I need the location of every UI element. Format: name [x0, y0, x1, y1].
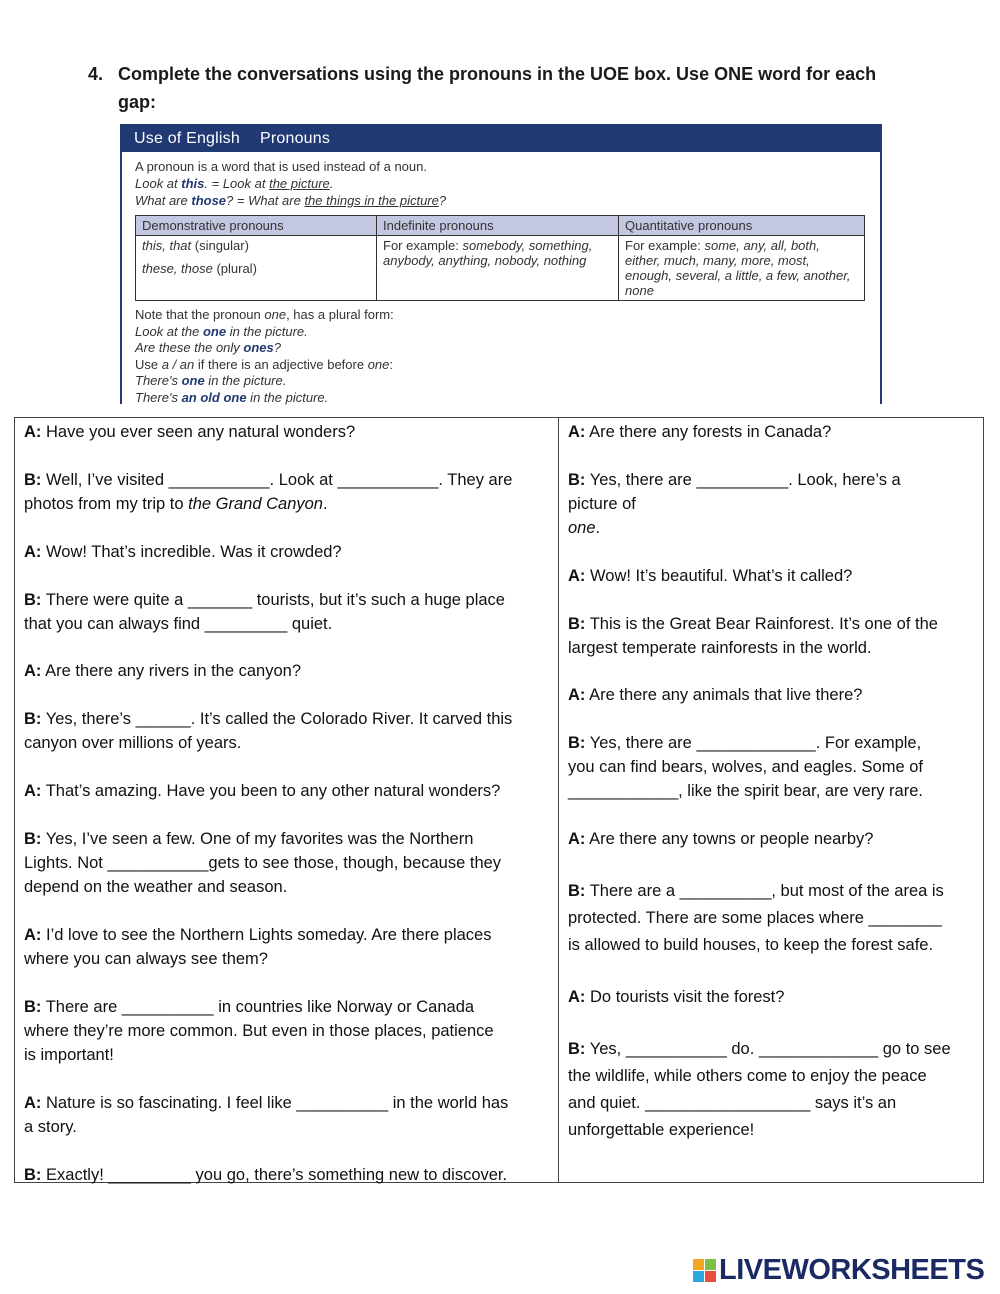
dialog-line: the wildlife, while others come to enjoy the peace	[568, 1067, 927, 1085]
dialog-line: protected. There are some places where ________	[568, 909, 942, 927]
answer-gap[interactable]: ___________	[107, 854, 209, 872]
answer-gap[interactable]: __________	[679, 882, 772, 900]
dialog-line: B: Yes, there’s ______. It’s called the Colorado River. It carved this	[24, 710, 513, 728]
uoe-header	[122, 126, 880, 152]
quantitative-cell: For example: some, any, all, both, either, much, many, more, most, enough, several, a little, a few, another, none	[619, 236, 865, 301]
pronoun-table	[135, 215, 865, 301]
dialog-line: one.	[568, 519, 601, 537]
dialog-line: A: That’s amazing. Have you been to any other natural wonders?	[24, 782, 501, 800]
dialog-line: B: This is the Great Bear Rainforest. It’s one of the	[568, 615, 938, 633]
dialog-line: that you can always find _________ quiet.	[24, 615, 333, 633]
conversation-right-column	[559, 418, 983, 1182]
uoe-intro-line: A pronoun is a word that is used instead of a noun.	[135, 159, 427, 174]
conversation-left-column	[15, 418, 559, 1182]
dialog-line: a story.	[24, 1118, 77, 1136]
answer-gap[interactable]: __________	[696, 471, 789, 489]
dialog-line: photos from my trip to the Grand Canyon.	[24, 495, 328, 513]
dialog-line: A: Are there any rivers in the canyon?	[24, 662, 301, 680]
dialog-line: is important!	[24, 1046, 114, 1064]
header-quantitative: Quantitative pronouns	[619, 216, 865, 236]
dialog-line: A: Are there any forests in Canada?	[568, 423, 832, 441]
answer-gap[interactable]: __________	[121, 998, 214, 1016]
dialog-line: B: Well, I’ve visited ___________. Look at ___________. They are	[24, 471, 513, 489]
dialog-line: B: Yes, ___________ do. _____________ go to see	[568, 1040, 951, 1058]
pronoun-table-row	[136, 236, 865, 301]
dialog-line: A: I’d love to see the Northern Lights someday. Are there places	[24, 926, 492, 944]
uoe-note-line: Note that the pronoun one, has a plural form:	[135, 307, 394, 322]
dialog-line: B: Yes, I’ve seen a few. One of my favorites was the Northern	[24, 830, 474, 848]
dialog-line: ____________, like the spirit bear, are very rare.	[568, 782, 923, 800]
uoe-note-line: Use a / an if there is an adjective before one:	[135, 356, 394, 372]
answer-gap[interactable]: ____________	[568, 782, 679, 800]
dialog-line: and quiet. __________________ says it’s an	[568, 1094, 897, 1112]
dialog-line: B: There were quite a _______ tourists, but it’s such a huge place	[24, 591, 505, 609]
uoe-note-line: Look at the one in the picture.	[135, 323, 308, 339]
dialog-line: Lights. Not ___________gets to see those, though, because they	[24, 854, 502, 872]
dialog-line: largest temperate rainforests in the world.	[568, 639, 872, 657]
pronoun-table-header	[136, 216, 865, 236]
dialog-line: picture of	[568, 495, 636, 513]
dialog-line: A: Do tourists visit the forest?	[568, 988, 785, 1006]
exercise-number: 4.	[88, 64, 104, 84]
dialog-line: depend on the weather and season.	[24, 878, 288, 896]
instruction-line-2: gap:	[118, 92, 156, 112]
dialog-line: A: Wow! It’s beautiful. What’s it called?	[568, 567, 853, 585]
dialog-line: A: Wow! That’s incredible. Was it crowded?	[24, 543, 342, 561]
answer-gap[interactable]: ______	[135, 710, 191, 728]
answer-gap[interactable]: __________________	[645, 1094, 811, 1112]
dialog-line: you can find bears, wolves, and eagles. Some of	[568, 758, 923, 776]
uoe-intro-line: What are those? = What are the things in the picture?	[135, 193, 447, 208]
answer-gap[interactable]: ________	[868, 909, 942, 927]
dialog-line: where they’re more common. But even in those places, patience	[24, 1022, 494, 1040]
header-demonstrative: Demonstrative pronouns	[136, 216, 377, 236]
dialog-line: A: Are there any animals that live there?	[568, 686, 863, 704]
dialog-line: B: Yes, there are __________. Look, here’s a	[568, 471, 901, 489]
answer-gap[interactable]: _____________	[696, 734, 816, 752]
header-indefinite: Indefinite pronouns	[377, 216, 619, 236]
dialog-line: canyon over millions of years.	[24, 734, 242, 752]
use-of-english-box	[120, 124, 882, 404]
answer-gap[interactable]: ___________	[168, 471, 270, 489]
answer-gap[interactable]: _________	[108, 1166, 191, 1184]
answer-gap[interactable]: __________	[296, 1094, 389, 1112]
indefinite-cell: For example: somebody, something, anybody, anything, nobody, nothing	[377, 236, 619, 301]
dialog-line: where you can always see them?	[24, 950, 268, 968]
uoe-note-line: There's one in the picture.	[135, 373, 287, 389]
answer-gap[interactable]: _________	[204, 615, 288, 633]
dialog-line: unforgettable experience!	[568, 1121, 755, 1139]
uoe-title: Use of English	[134, 130, 240, 147]
dialog-line: A: Have you ever seen any natural wonders?	[24, 423, 356, 441]
dialog-line: B: There are a __________, but most of the area is	[568, 882, 944, 900]
liveworksheets-wordmark: LIVEWORKSHEETS	[719, 1254, 985, 1286]
dialog-line: B: There are __________ in countries like Norway or Canada	[24, 998, 475, 1016]
liveworksheets-logo	[693, 1256, 984, 1284]
demonstrative-cell: this, that (singular) these, those (plural)	[136, 236, 377, 301]
answer-gap[interactable]: ___________	[625, 1040, 727, 1058]
answer-gap[interactable]: ___________	[337, 471, 439, 489]
dialog-line: B: Yes, there are _____________. For example,	[568, 734, 922, 752]
dialog-line: A: Are there any towns or people nearby?	[568, 830, 874, 848]
answer-gap[interactable]: _____________	[758, 1040, 879, 1058]
uoe-note-line: Are these the only ones?	[135, 340, 281, 356]
conversation-table	[14, 417, 984, 1183]
exercise-instruction	[88, 60, 944, 116]
liveworksheets-logo-icon	[693, 1259, 716, 1282]
instruction-line-1: 4. Complete the conversations using the pronouns in the UOE box. Use ONE word for each	[88, 60, 944, 88]
dialog-line: B: Exactly! _________ you go, there’s something new to discover.	[24, 1166, 508, 1184]
dialog-line: is allowed to build houses, to keep the forest safe.	[568, 936, 934, 954]
dialog-line: A: Nature is so fascinating. I feel like __________ in the world has	[24, 1094, 509, 1112]
uoe-subtitle: Pronouns	[259, 130, 331, 147]
uoe-notes	[135, 307, 867, 407]
uoe-note-line: There's an old one in the picture.	[135, 389, 329, 405]
uoe-body	[122, 152, 880, 407]
answer-gap[interactable]: _______	[187, 591, 253, 609]
uoe-intro-line: Look at this. = Look at the picture.	[135, 176, 334, 191]
